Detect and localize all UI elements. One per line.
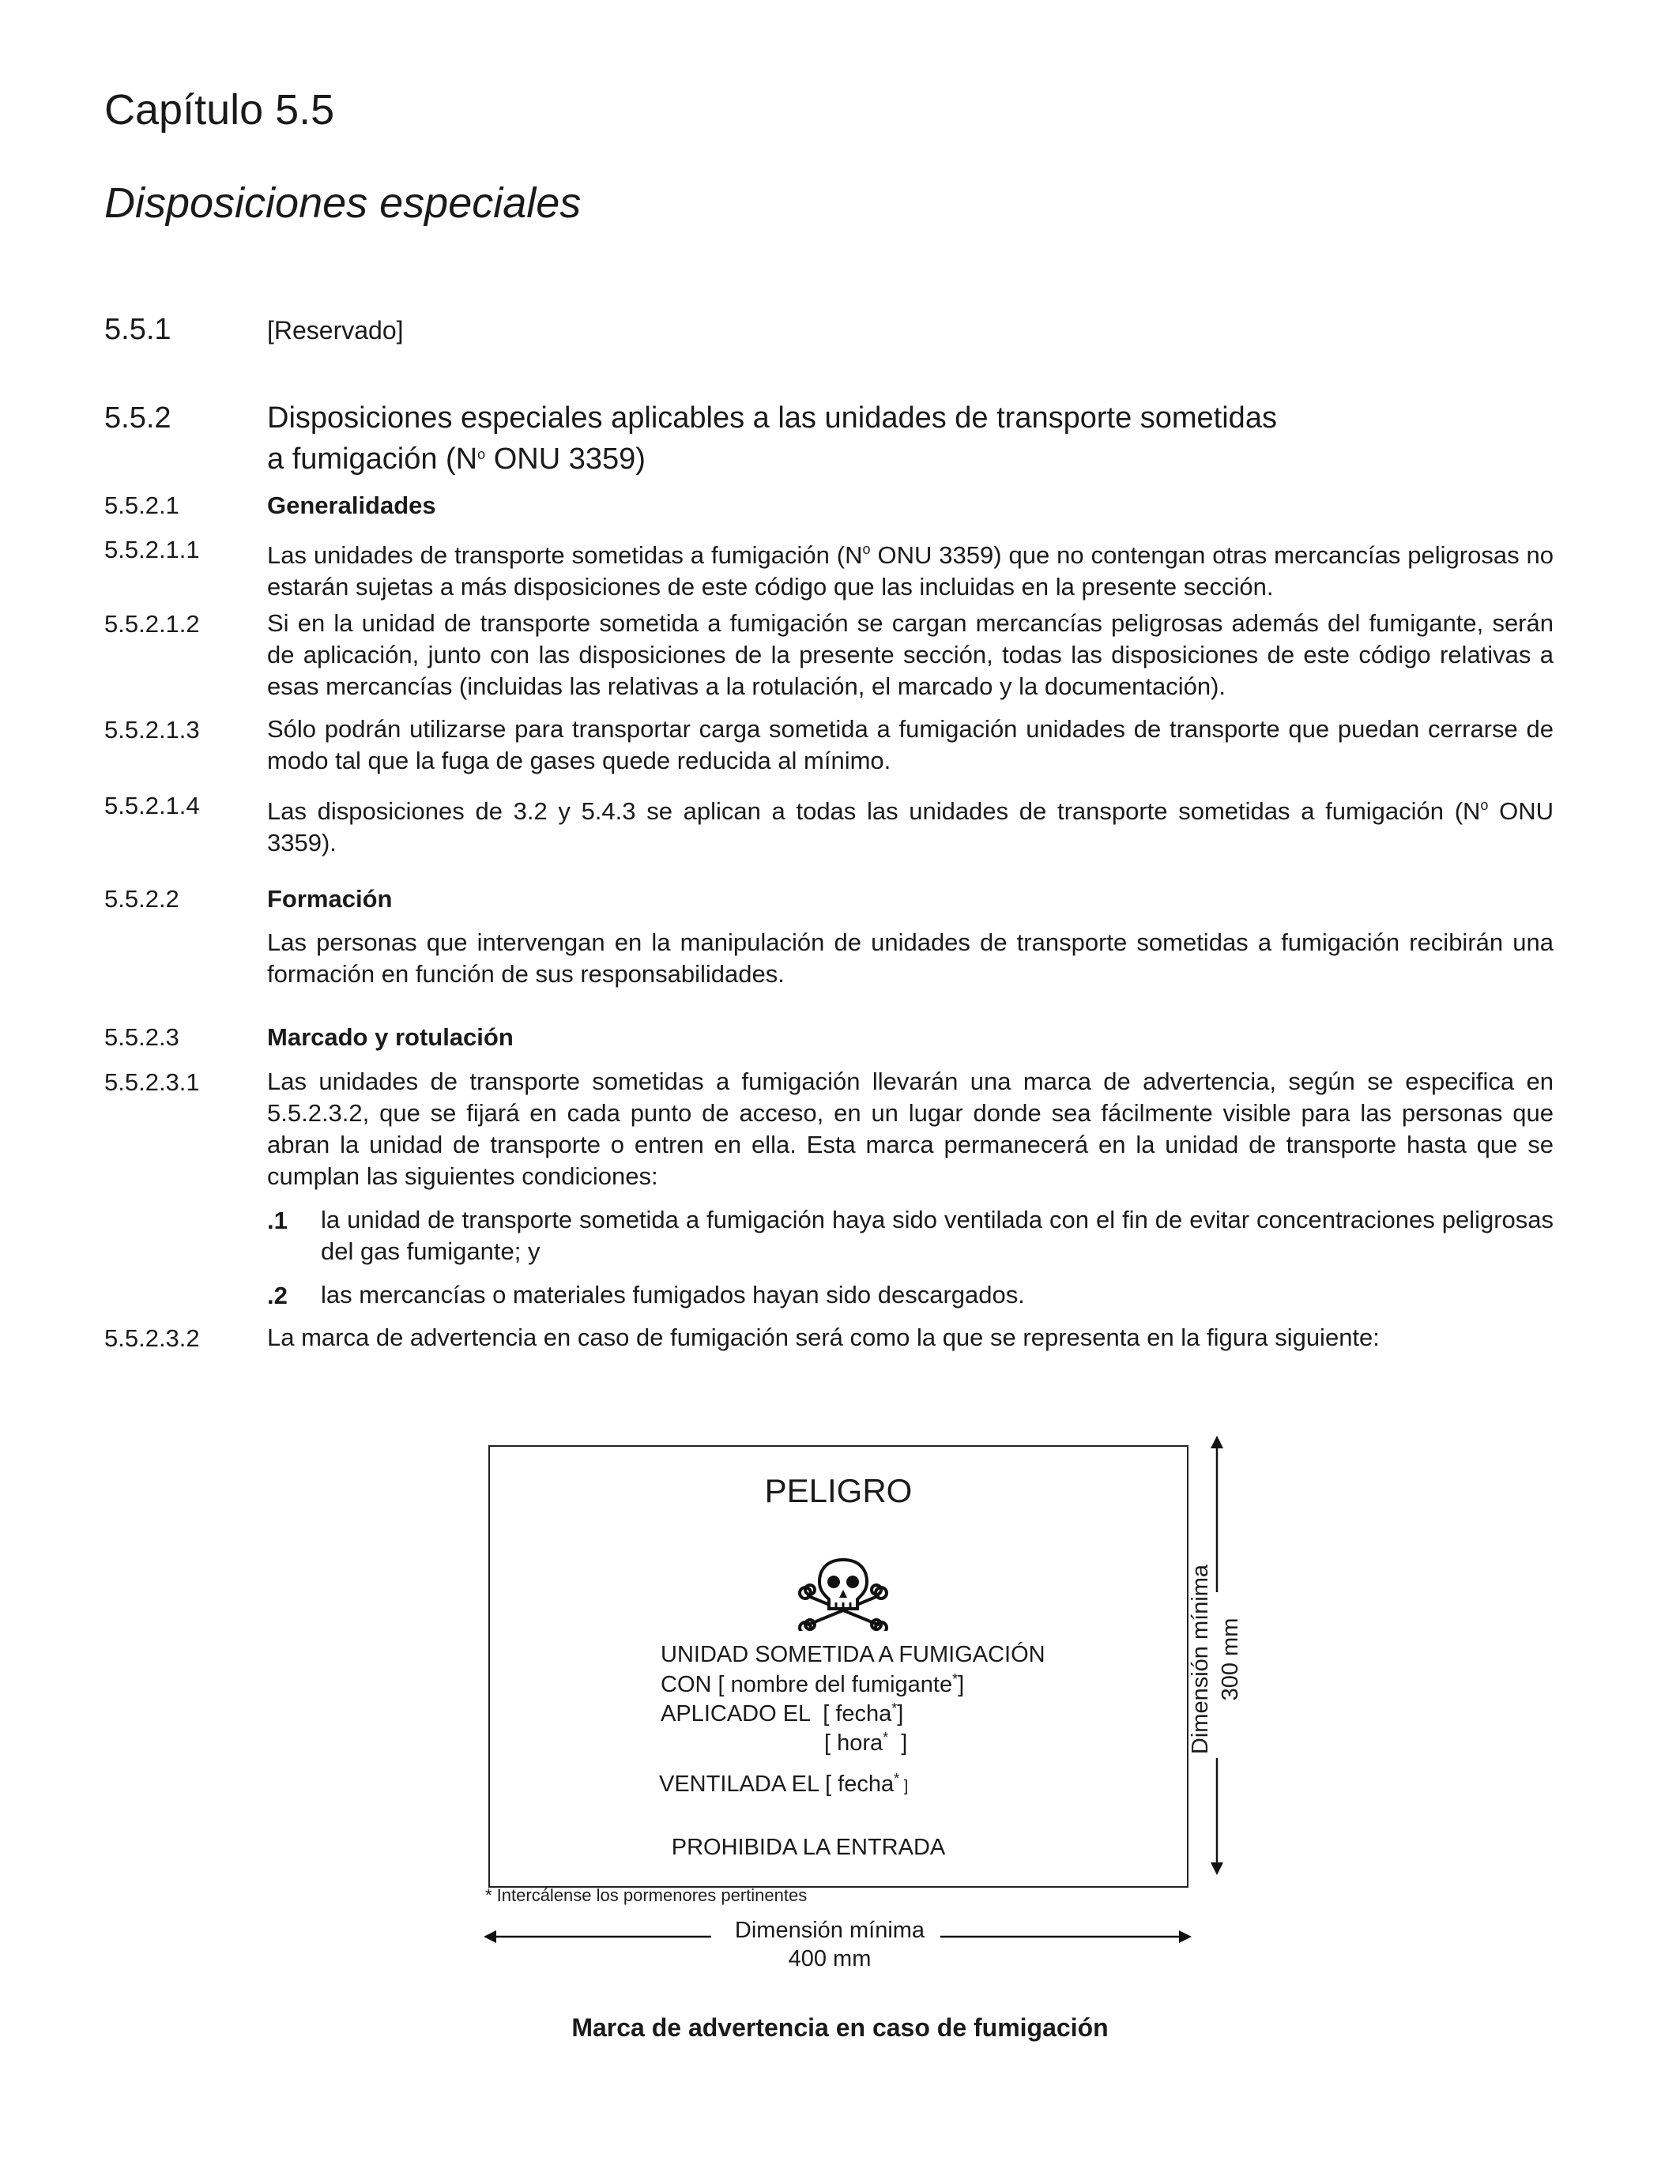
subsection-number-5523: 5.5.2.3 <box>104 1023 179 1051</box>
paragraph-5522: Las personas que intervengan en la manipulación de unidades de transporte sometidas a fumigación recibirán una formación en función de sus responsabilidades. <box>267 928 1554 988</box>
list-item-1: la unidad de transporte sometida a fumigación haya sido ventilada con el fin de evitar concentraciones peligrosas del gas fumigante; y <box>321 1206 1554 1265</box>
chapter-subtitle: Disposiciones especiales <box>104 179 582 227</box>
subsection-heading-5523: Marcado y rotulación <box>267 1023 514 1051</box>
paragraph-55211: Las unidades de transporte sometidas a fumigación ($N^o$ ONU 3359) que no contengan otras mercancías peligrosas no estarán sujetas a más disposiciones de este código que las incluidas en la presente sección. <box>267 541 1554 601</box>
paragraph-55231: Las unidades de transporte sometidas a fumigación llevarán una marca de advertencia, según se especifica en 5.5.2.3.2, que se fijará en cada punto de acceso, en un lugar donde sea fácilmente visible para las personas que abran la unidad de transporte o entren en ella. Esta marca permanecerá en la unidad de transporte hasta que se cumplan las siguientes condiciones: <box>267 1068 1554 1190</box>
paragraph-55232: La marca de advertencia en caso de fumigación será como la que se representa en la figura siguiente: <box>267 1324 1380 1351</box>
sign-line-applied: APLICADO EL [ fecha*] <box>661 1700 904 1726</box>
paragraph-55213: Sólo podrán utilizarse para transportar carga sometida a fumigación unidades de transporte que puedan cerrarse de modo tal que la fuga de gases quede reducida al mínimo. <box>267 715 1554 774</box>
section-number-551: 5.5.1 <box>104 313 171 346</box>
section-number-552: 5.5.2 <box>104 401 171 435</box>
figure-footnote: * Intercálense los pormenores pertinentes <box>485 1885 808 1905</box>
sign-line-unit: UNIDAD SOMETIDA A FUMIGACIÓN <box>661 1642 1045 1667</box>
vertical-dimension-value: 300 mm <box>1218 1617 1243 1701</box>
paragraph-number-55231: 5.5.2.3.1 <box>104 1068 200 1096</box>
subsection-heading-5521: Generalidades <box>267 491 436 519</box>
paragraph-number-55212: 5.5.2.1.2 <box>104 610 200 638</box>
horizontal-dimension-value: 400 mm <box>788 1946 872 1971</box>
paragraph-55214: Las disposiciones de 3.2 y 5.4.3 se aplican a todas las unidades de transporte sometidas a fumigación ($N^o$ ONU 3359). <box>267 797 1554 857</box>
section-title-552-line1: Disposiciones especiales aplicables a las unidades de transporte sometidas <box>267 401 1277 435</box>
subsection-number-5522: 5.5.2.2 <box>104 885 179 913</box>
chapter-title: Capítulo 5.5 <box>104 86 335 134</box>
paragraph-number-55214: 5.5.2.1.4 <box>104 792 200 819</box>
list-item-number-2: .2 <box>267 1282 288 1309</box>
section-text-551: [Reservado] <box>267 316 404 345</box>
sign-line-ventilated: VENTILADA EL [ fecha* ] <box>659 1771 909 1797</box>
paragraph-number-55213: 5.5.2.1.3 <box>104 716 200 744</box>
vertical-dimension-label <box>1185 1549 1249 1770</box>
horizontal-dimension-text: Dimensión mínima <box>734 1918 925 1943</box>
sign-line-no-entry: PROHIBIDA LA ENTRADA <box>671 1835 946 1860</box>
paragraph-number-55211: 5.5.2.1.1 <box>104 536 200 563</box>
skull-crossbones-icon <box>794 1555 892 1631</box>
danger-label: PELIGRO <box>764 1472 913 1509</box>
section-title-552 <box>267 400 1610 477</box>
horizontal-dimension-label <box>711 1916 948 1973</box>
sign-line-fumigant: CON [ nombre del fumigante*] <box>661 1671 965 1697</box>
sign-line-time: [ hora* ] <box>824 1730 908 1756</box>
list-item-2: las mercancías o materiales fumigados hayan sido descargados. <box>321 1281 1025 1309</box>
vertical-dimension-text: Dimensión mínima <box>1188 1564 1213 1755</box>
figure-caption: Marca de advertencia en caso de fumigación <box>571 2013 1109 2042</box>
subsection-number-5521: 5.5.2.1 <box>104 491 179 519</box>
subsection-heading-5522: Formación <box>267 885 393 913</box>
paragraph-number-55232: 5.5.2.3.2 <box>104 1324 200 1352</box>
section-title-552-line2: a fumigación ($N^o$ ONU 3359) <box>267 442 646 476</box>
list-item-number-1: .1 <box>267 1207 288 1234</box>
paragraph-55212: Si en la unidad de transporte sometida a fumigación se cargan mercancías peligrosas además del fumigante, serán de aplicación, junto con las disposiciones de la presente sección, todas las disposiciones de este código relativas a esas mercancías (incluidas las relativas a la rotulación, el marcado y la documentación). <box>267 609 1554 700</box>
